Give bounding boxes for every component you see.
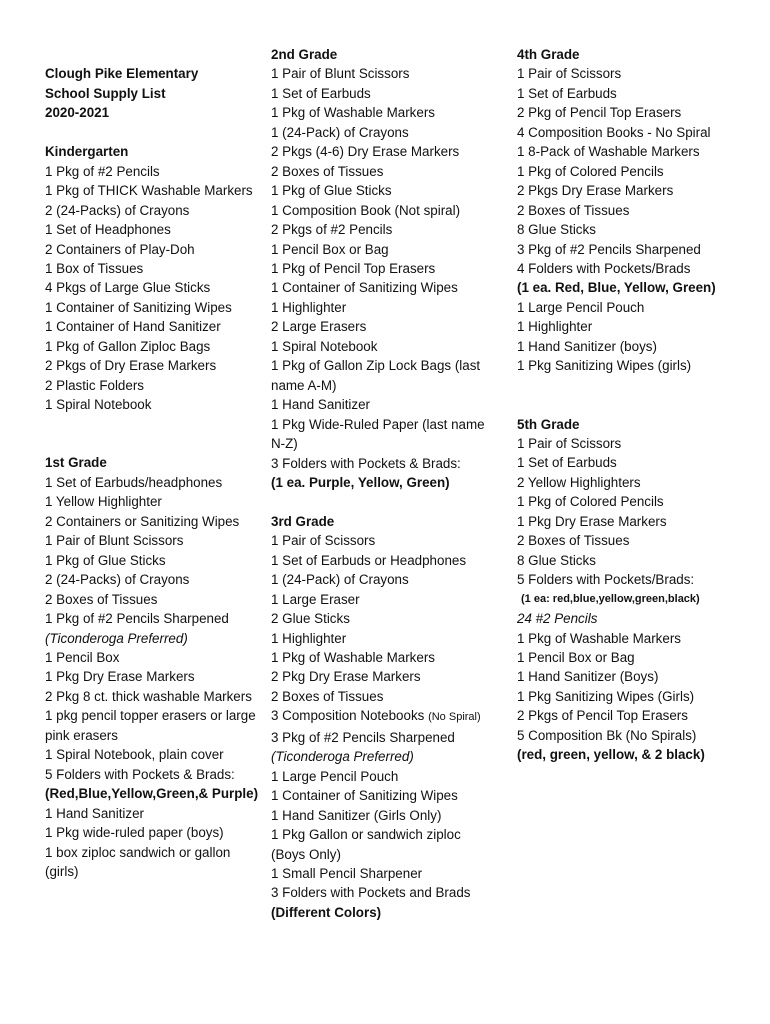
list-item: 1 Spiral Notebook [271,338,378,354]
list-item: 1 Highlighter [271,630,347,646]
list-item: 2 Plastic Folders [45,377,144,393]
list-item: 1 Container of Hand Sanitizer [45,319,221,335]
list-item: 1 Highlighter [517,319,593,335]
list-item: 2 Pkg 8 ct. thick washable Markers [45,688,252,704]
list-item: 1 Pkg Dry Erase Markers [45,669,195,685]
list-item: 1 Pkg of Colored Pencils [517,163,664,179]
list-item: 2 Containers of Play-Doh [45,241,195,257]
list-item-text: 3 Composition Notebooks [271,708,425,724]
list-item: 1 Hand Sanitizer (boys) [517,338,657,354]
column-left [45,45,270,881]
column-right [517,45,757,765]
list-item: 1 Spiral Notebook [45,397,152,413]
list-item-colors: (Red,Blue,Yellow,Green,& Purple) [45,786,259,802]
list-item: 2 Pkgs of #2 Pencils [271,222,393,238]
list-item-colors: (Different Colors) [271,904,382,920]
list-item: 1 Pkg of #2 Pencils [45,163,160,179]
list-item: 1 Container of Sanitizing Wipes [271,788,458,804]
grade5-heading: 5th Grade [517,416,580,432]
list-item: 1 Highlighter [271,299,347,315]
grade3-list [271,531,511,922]
list-item: 1 Pkg of Glue Sticks [271,183,392,199]
list-item: 5 Folders with Pockets/Brads: [517,572,695,588]
list-item: 1 Large Pencil Pouch [271,768,399,784]
list-item: 1 Set of Earbuds [271,85,371,101]
list-item: 2 Large Erasers [271,319,367,335]
grade3-heading: 3rd Grade [271,513,335,529]
list-item-note: 24 #2 Pencils [517,611,598,627]
list-item: 1 Pair of Scissors [271,533,376,549]
list-item: 1 Hand Sanitizer (Boys) [517,669,659,685]
list-item: 1 Hand Sanitizer (Girls Only) [271,807,442,823]
list-item: 2 (24-Packs) of Crayons [45,572,190,588]
list-item: 1 Composition Book (Not spiral) [271,202,461,218]
list-item: 1 Pair of Blunt Scissors [45,533,184,549]
list-item: 1 Pair of Blunt Scissors [271,66,410,82]
list-item: 2 Pkgs (4-6) Dry Erase Markers [271,144,460,160]
list-item: 1 Pkg Dry Erase Markers [517,513,667,529]
list-item: 4 Composition Books - No Spiral [517,124,711,140]
list-item: 3 Folders with Pockets & Brads: [271,455,461,471]
list-item: 3 Pkg of #2 Pencils Sharpened [517,241,701,257]
list-item: 1 Pkg Gallon or sandwich ziploc [271,827,461,843]
list-item: 1 Set of Earbuds [517,455,617,471]
list-item: 2 Yellow Highlighters [517,474,641,490]
grade2-heading: 2nd Grade [271,47,338,62]
list-item-colors: (1 ea: red,blue,yellow,green,black) [521,592,700,605]
list-item: 2 Pkgs of Pencil Top Erasers [517,708,688,724]
list-item: 1 Yellow Highlighter [45,494,162,510]
list-item: 1 Pkg of Gallon Ziploc Bags [45,338,211,354]
list-item-note: (Ticonderoga Preferred) [271,749,414,765]
list-item: (Boys Only) [271,846,341,862]
list-item: 1 (24-Pack) of Crayons [271,124,409,140]
kindergarten-heading: Kindergarten [45,144,129,160]
list-item: 1 Small Pencil Sharpener [271,866,423,882]
list-item: 1 Pkg wide-ruled paper (boys) [45,825,224,841]
list-item: 2 Pkg Dry Erase Markers [271,669,421,685]
list-item: 2 Boxes of Tissues [45,591,158,607]
grade2-list [271,64,511,492]
list-item: 1 8-Pack of Washable Markers [517,144,700,160]
list-item: 1 Pkg of Washable Markers [271,650,435,666]
list-item: pink erasers [45,727,118,743]
list-item: 2 Boxes of Tissues [271,163,384,179]
column-middle [271,45,511,922]
list-item: 1 Pkg of THICK Washable Markers [45,183,253,199]
list-item: 4 Pkgs of Large Glue Sticks [45,280,211,296]
list-item: 1 Container of Sanitizing Wipes [271,280,458,296]
list-item: 2 Boxes of Tissues [517,533,630,549]
list-item: 1 Container of Sanitizing Wipes [45,299,232,315]
list-item: 1 Pkg of Colored Pencils [517,494,664,510]
list-item: 5 Composition Bk (No Spirals) [517,727,697,743]
document-title: School Supply List [45,85,166,101]
list-item: 1 Pkg Sanitizing Wipes (girls) [517,358,692,374]
list-item: 1 Pair of Scissors [517,66,622,82]
list-item: 1 Pkg Wide-Ruled Paper (last name [271,416,485,432]
list-item: N-Z) [271,436,298,452]
grade4-list [517,64,757,375]
list-item: 2 Pkg of Pencil Top Erasers [517,105,682,121]
list-item: 1 Pkg of Pencil Top Erasers [271,260,436,276]
grade1-heading: 1st Grade [45,455,107,471]
list-item-note: (Ticonderoga Preferred) [45,630,188,646]
list-item: 3 Folders with Pockets and Brads [271,885,471,901]
list-item: 1 Pair of Scissors [517,436,622,452]
grade5-list [517,434,757,765]
list-item: 2 Pkgs Dry Erase Markers [517,183,674,199]
list-item: 5 Folders with Pockets & Brads: [45,766,235,782]
grade1-list [45,473,270,882]
list-item: 1 Pencil Box or Bag [271,241,389,257]
list-item: 1 Pencil Box or Bag [517,650,635,666]
list-item: 3 Pkg of #2 Pencils Sharpened [271,729,455,745]
list-item: 1 Pkg of Glue Sticks [45,552,166,568]
list-item-colors: (1 ea. Purple, Yellow, Green) [271,474,450,490]
list-item: 1 Hand Sanitizer [45,805,144,821]
list-item: 1 Large Pencil Pouch [517,299,645,315]
list-item: 1 Set of Headphones [45,222,171,238]
list-item: 2 Glue Sticks [271,611,350,627]
list-item: 1 Pencil Box [45,649,120,665]
list-item: 1 Pkg of Washable Markers [517,630,681,646]
list-item: 1 Box of Tissues [45,260,144,276]
list-item: 1 Large Eraser [271,591,360,607]
list-item: 2 Pkgs of Dry Erase Markers [45,358,217,374]
list-item: 1 Pkg Sanitizing Wipes (Girls) [517,688,695,704]
grade4-heading: 4th Grade [517,47,580,62]
no-spiral-note: (No Spiral) [428,711,481,724]
list-item: name A-M) [271,377,337,393]
list-item: 1 Hand Sanitizer [271,397,370,413]
list-item: 1 box ziploc sandwich or gallon [45,844,231,860]
list-item: 1 Pkg of Gallon Zip Lock Bags (last [271,358,481,374]
list-item: 8 Glue Sticks [517,222,596,238]
kindergarten-list [45,162,270,415]
school-year: 2020-2021 [45,105,110,121]
list-item-colors: (red, green, yellow, & 2 black) [517,747,705,763]
list-item [271,706,511,727]
list-item: 8 Glue Sticks [517,552,596,568]
list-item: 1 pkg pencil topper erasers or large [45,708,256,724]
list-item: 1 Pkg of #2 Pencils Sharpened [45,611,229,627]
list-item: 2 Boxes of Tissues [517,202,630,218]
list-item: (girls) [45,863,79,879]
list-item: 1 Set of Earbuds/headphones [45,474,223,490]
list-item: 1 Set of Earbuds [517,85,617,101]
list-item: 4 Folders with Pockets/Brads [517,260,691,276]
list-item-colors: (1 ea. Red, Blue, Yellow, Green) [517,280,716,296]
list-item: 1 (24-Pack) of Crayons [271,572,409,588]
list-item: 2 Boxes of Tissues [271,688,384,704]
list-item: 1 Pkg of Washable Markers [271,105,435,121]
list-item: 1 Spiral Notebook, plain cover [45,747,224,763]
list-item: 2 (24-Packs) of Crayons [45,202,190,218]
list-item: 1 Set of Earbuds or Headphones [271,552,467,568]
list-item: 2 Containers or Sanitizing Wipes [45,513,240,529]
school-name: Clough Pike Elementary [45,66,199,82]
